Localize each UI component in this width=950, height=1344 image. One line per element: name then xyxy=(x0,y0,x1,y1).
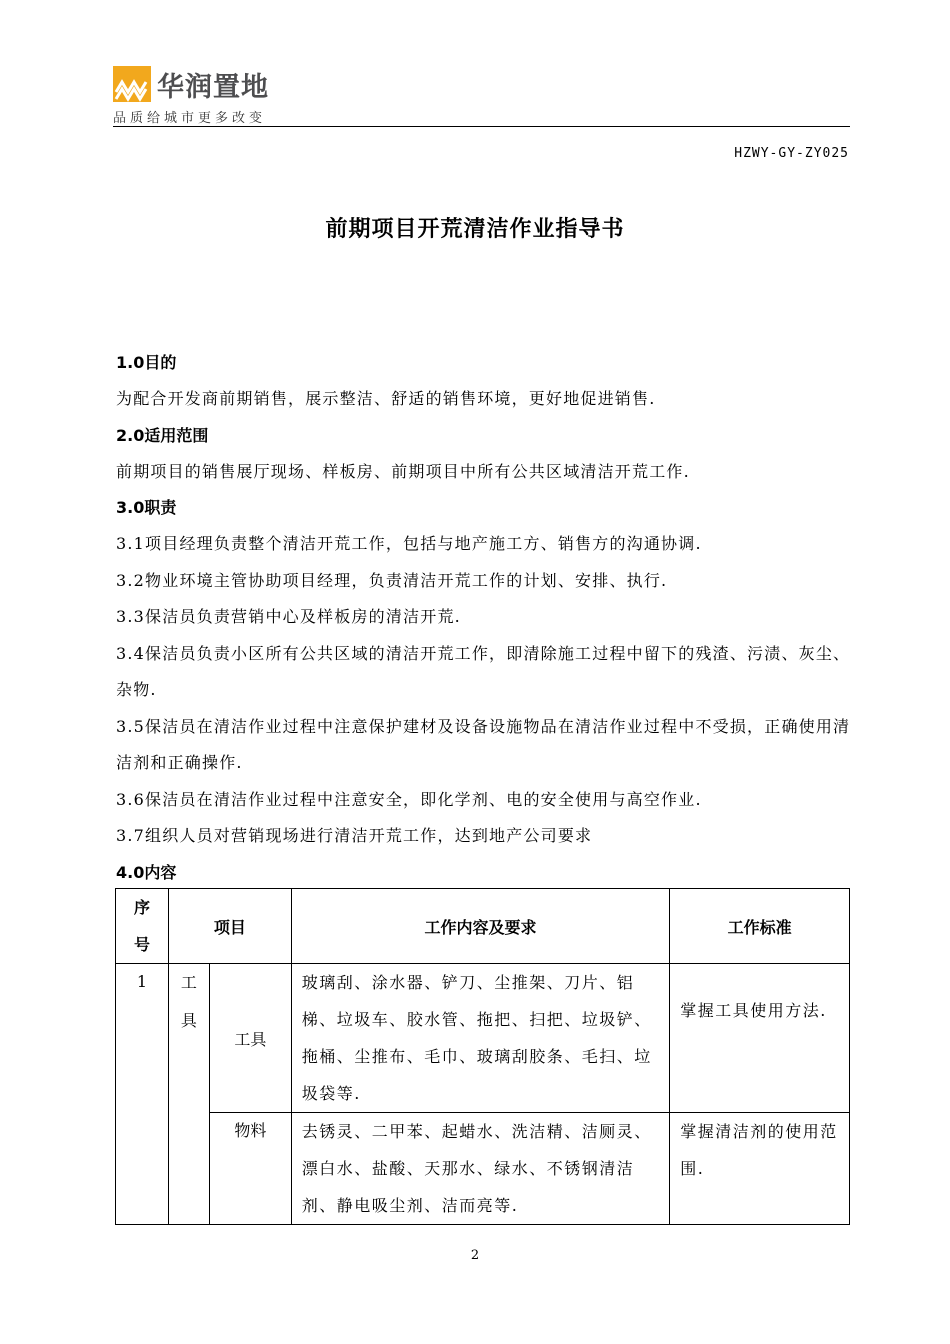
page-number: 2 xyxy=(470,1248,480,1263)
header-divider xyxy=(113,126,850,127)
section-heading: 3.0职责 xyxy=(116,498,177,517)
company-logo-icon xyxy=(113,66,151,102)
row-content: 玻璃刮、涂水器、铲刀、尘推架、刀片、铝梯、垃圾车、胶水管、拖把、扫把、垃圾铲、拖桶、尘推布、毛巾、玻璃刮胶条、毛扫、垃圾袋等. xyxy=(291,964,669,1113)
table-row xyxy=(116,964,850,1113)
logo-text: 华润置地 xyxy=(157,71,269,103)
paragraph: 前期项目的销售展厅现场、样板房、前期项目中所有公共区域清洁开荒工作. xyxy=(116,461,690,481)
paragraph: 3.2物业环境主管协助项目经理，负责清洁开荒工作的计划、安排、执行. xyxy=(116,570,668,590)
header-seq: 序号 xyxy=(116,889,169,964)
row-seq: 1 xyxy=(116,964,169,1225)
header-standard: 工作标准 xyxy=(670,889,850,964)
work-table xyxy=(115,888,850,1225)
paragraph: 3.4保洁员负责小区所有公共区域的清洁开荒工作，即清除施工过程中留下的残渣、污渍、灰尘、杂物. xyxy=(116,643,851,699)
paragraph: 为配合开发商前期销售，展示整洁、舒适的销售环境，更好地促进销售. xyxy=(116,389,656,408)
paragraph: 3.6保洁员在清洁作业过程中注意安全，即化学剂、电的安全使用与高空作业. xyxy=(116,789,702,809)
table-row xyxy=(116,1113,850,1225)
paragraph: 3.3保洁员负责营销中心及样板房的清洁开荒. xyxy=(116,607,461,626)
paragraph: 3.1项目经理负责整个清洁开荒工作，包括与地产施工方、销售方的沟通协调. xyxy=(116,534,702,553)
page-header xyxy=(113,64,850,126)
paragraph: 3.7组织人员对营销现场进行清洁开荒工作，达到地产公司要求 xyxy=(116,826,593,845)
header-item: 项目 xyxy=(168,889,291,964)
section-heading: 1.0目的 xyxy=(116,353,177,372)
table-header-row xyxy=(116,889,850,964)
row-standard: 掌握清洁剂的使用范围. xyxy=(670,1113,850,1225)
row-standard: 掌握工具使用方法. xyxy=(670,964,850,1113)
section-heading: 2.0适用范围 xyxy=(116,425,209,445)
row-content: 去锈灵、二甲苯、起蜡水、洗洁精、洁厕灵、漂白水、盐酸、天那水、绿水、不锈钢清洁剂、静电吸尘剂、洁而亮等. xyxy=(291,1113,669,1225)
document-code: HZWY-GY-ZY025 xyxy=(734,146,849,161)
section-heading: 4.0内容 xyxy=(116,862,177,882)
row-category: 工具 xyxy=(168,964,209,1225)
slogan: 品质给城市更多改变 xyxy=(113,111,267,126)
logo xyxy=(113,64,850,104)
document-body xyxy=(116,345,851,891)
document-title: 前期项目开荒清洁作业指导书 xyxy=(325,217,625,242)
paragraph: 3.5保洁员在清洁作业过程中注意保护建材及设备设施物品在清洁作业过程中不受损，正确使用清洁剂和正确操作. xyxy=(116,716,851,772)
row-subcategory: 物料 xyxy=(209,1113,291,1225)
header-content: 工作内容及要求 xyxy=(291,889,669,964)
row-subcategory: 工具 xyxy=(209,964,291,1113)
